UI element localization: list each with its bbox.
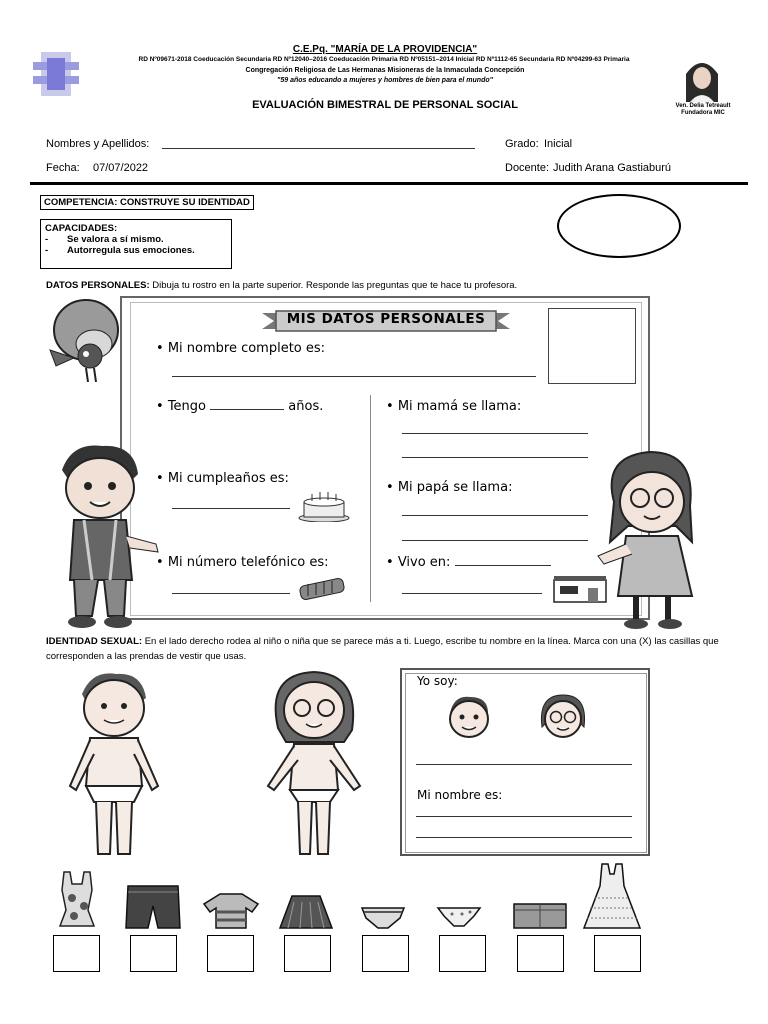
girl-character-icon bbox=[592, 446, 710, 632]
clothes-checkbox[interactable] bbox=[439, 935, 486, 972]
swimsuit-icon bbox=[54, 870, 100, 928]
skirt-icon bbox=[278, 894, 334, 930]
divider bbox=[30, 182, 748, 185]
date-value: 07/07/2022 bbox=[93, 162, 149, 174]
capacidad-item: - Autorregula sus emociones. bbox=[45, 245, 195, 256]
mama-line-1[interactable] bbox=[402, 433, 588, 434]
name-label: Nombres y Apellidos: bbox=[46, 138, 150, 150]
clothes-checkbox[interactable] bbox=[594, 935, 641, 972]
papa-line-1[interactable] bbox=[402, 515, 588, 516]
school-name: C.E.Pq. "MARÍA DE LA PROVIDENCIA" bbox=[292, 44, 478, 55]
mama-line-2[interactable] bbox=[402, 457, 588, 458]
banner-title: MIS DATOS PERSONALES bbox=[286, 311, 486, 327]
teacher-value: Judith Arana Gastiaburú bbox=[553, 162, 672, 174]
teacher-label: Docente: bbox=[505, 162, 550, 174]
shorts-icon bbox=[124, 884, 182, 930]
mi-nombre-line-2[interactable] bbox=[416, 837, 632, 838]
grade-label: Grado: bbox=[505, 138, 539, 150]
rd-line: RD Nº09671-2018 Coeducación Secundaria RD Nº12040–2016 Coeducación Primaria RD Nº05151–2014 Inicial RD Nº1112-65 Secundaria RD Nº04299-63 Primaria bbox=[138, 56, 630, 63]
founder-name: Ven. Delia Tetreault bbox=[675, 103, 731, 109]
name-line[interactable] bbox=[162, 148, 475, 149]
clothes-checkbox[interactable] bbox=[362, 935, 409, 972]
field-papa: • Mi papá se llama: bbox=[386, 480, 513, 495]
yo-soy-card bbox=[400, 668, 650, 856]
clothes-checkbox[interactable] bbox=[130, 935, 177, 972]
girl-face-option[interactable] bbox=[538, 693, 588, 741]
bird-character-icon bbox=[46, 298, 122, 382]
field-tengo: • Tengo años. bbox=[156, 399, 324, 414]
congregation: Congregación Religiosa de Las Hermanas Misioneras de la Inmaculada Concepción bbox=[245, 67, 525, 74]
mi-nombre-label: Mi nombre es: bbox=[417, 788, 503, 802]
grade-oval[interactable] bbox=[557, 194, 681, 258]
cake-icon bbox=[298, 488, 350, 522]
boy-character-icon bbox=[52, 440, 164, 630]
founder-photo bbox=[682, 56, 722, 102]
yo-soy-line[interactable] bbox=[416, 764, 632, 765]
papa-line-2[interactable] bbox=[402, 540, 588, 541]
shirt-icon bbox=[202, 892, 260, 930]
panties-icon bbox=[436, 906, 482, 928]
logo bbox=[33, 52, 79, 96]
identidad-instruction: IDENTIDAD SEXUAL: En el lado derecho rodea al niño o niña que se parece más a ti. Luego, escribe tu nombre en la línea. Marca con una (X) las casillas que corresponden a las prendas de vestir que usas. bbox=[46, 636, 719, 662]
telefono-line[interactable] bbox=[172, 593, 290, 594]
cumple-line[interactable] bbox=[172, 508, 290, 509]
dress-icon bbox=[582, 862, 642, 932]
date-label: Fecha: bbox=[46, 162, 80, 174]
vertical-divider bbox=[370, 395, 371, 602]
vivo-line-2[interactable] bbox=[402, 593, 542, 594]
mi-nombre-line-1[interactable] bbox=[416, 816, 632, 817]
datos-instruction: DATOS PERSONALES: Dibuja tu rostro en la parte superior. Responde las preguntas que te hace tu profesora. bbox=[46, 280, 518, 291]
page-title: EVALUACIÓN BIMESTRAL DE PERSONAL SOCIAL bbox=[252, 99, 518, 111]
competencia-box: COMPETENCIA: CONSTRUYE SU IDENTIDAD bbox=[40, 195, 254, 210]
clothes-checkbox[interactable] bbox=[53, 935, 100, 972]
capacidades-title: CAPACIDADES: bbox=[45, 223, 118, 234]
clothes-checkbox[interactable] bbox=[207, 935, 254, 972]
briefs-icon bbox=[360, 906, 406, 930]
field-mama: • Mi mamá se llama: bbox=[386, 399, 522, 414]
clothes-checkbox[interactable] bbox=[284, 935, 331, 972]
nombre-line[interactable] bbox=[172, 376, 536, 377]
jeans-icon bbox=[512, 900, 568, 930]
founder-role: Fundadora MIC bbox=[681, 110, 725, 116]
yo-soy-label: Yo soy: bbox=[417, 674, 458, 688]
grade-value: Inicial bbox=[544, 138, 573, 150]
field-cumple: • Mi cumpleaños es: bbox=[156, 471, 289, 486]
boy-face-option[interactable] bbox=[446, 695, 492, 739]
girl-body-figure bbox=[252, 668, 378, 864]
face-box[interactable] bbox=[548, 308, 636, 384]
field-telefono: • Mi número telefónico es: bbox=[156, 555, 329, 570]
phone-icon bbox=[298, 578, 346, 600]
field-vivo: • Vivo en: bbox=[386, 555, 551, 570]
boy-body-figure bbox=[52, 668, 176, 864]
yo-soy-card-inner bbox=[405, 673, 647, 853]
motto: "59 años educando a mujeres y hombres de bien para el mundo" bbox=[277, 77, 493, 84]
capacidades-box bbox=[40, 219, 232, 269]
field-nombre: • Mi nombre completo es: bbox=[156, 341, 326, 356]
capacidad-item: - Se valora a sí mismo. bbox=[45, 234, 164, 245]
clothes-checkbox[interactable] bbox=[517, 935, 564, 972]
